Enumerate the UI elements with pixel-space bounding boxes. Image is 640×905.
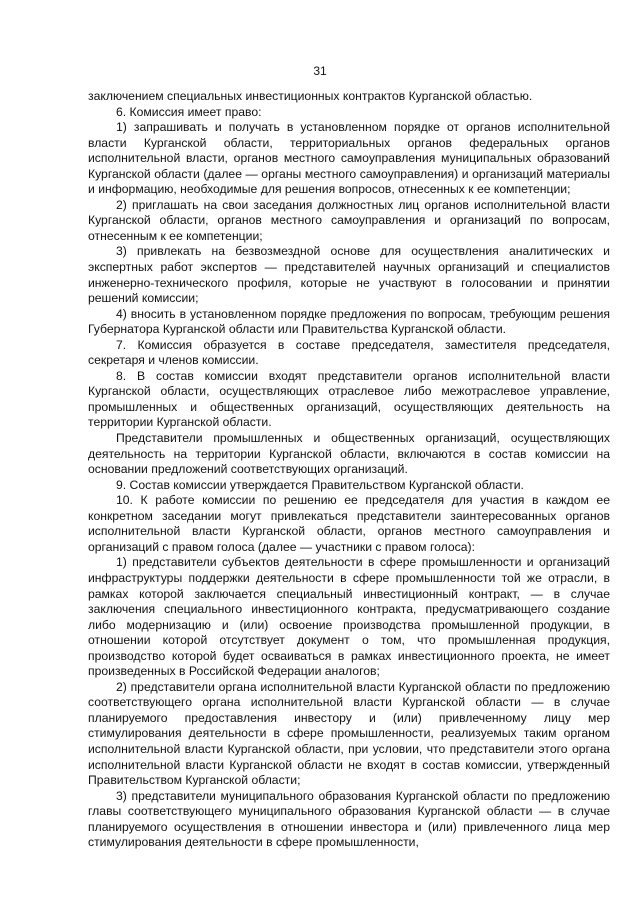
paragraph-item-10-3: 3) представители муниципального образования Курганской области по предложению главы соответствующего муниципального образования Курганской области — в случае планируемого осуществления в отношении инвестора и (или) привлеченного лица мер стимулирования деятельности в сфере промышленности,: [88, 788, 610, 850]
paragraph-item-10: 10. К работе комиссии по решению ее председателя для участия в каждом ее конкретном заседании могут привлекаться представители заинтересованных органов исполнительной власти Курганской области, органов местного самоуправления и организаций с правом голоса (далее — участники с правом голоса):: [88, 493, 610, 554]
paragraph-item-7: 7. Комиссия образуется в составе председателя, заместителя председателя, секретаря и членов комиссии.: [88, 337, 610, 368]
paragraph-item-10-2: 2) представители органа исполнительной власти Курганской области по предложению соответствующего органа исполнительной власти Курганской области — в случае планируемого предоставления инвестору и (или) привлеченному лицу мер стимулирования деятельности в сфере промышленности, реализуемых таким органом исполнительной власти Курганской области, при условии, что представители этого органа исполнительной власти Курганской области не входят в состав комиссии, утвержденный Правительством Курганской области;: [88, 679, 610, 788]
document-body: [88, 89, 610, 851]
paragraph-item-8: 8. В состав комиссии входят представители органов исполнительной власти Курганской области, осуществляющих отраслевое либо межотраслевое управление, промышленных и общественных организаций, осуществляющих деятельность на территории Курганской области.: [88, 368, 610, 430]
paragraph-item-6-1: 1) запрашивать и получать в установленном порядке от органов исполнительной власти Курганской области, территориальных органов федеральных органов исполнительной власти, органов местного самоуправления муниципальных образований Курганской области (далее — органы местного самоуправления) и организаций материалы и информацию, необходимые для решения вопросов, отнесенных к ее компетенции;: [88, 120, 610, 197]
paragraph-item-10-1: 1) представители субъектов деятельности в сфере промышленности и организаций инфраструктуры поддержки деятельности в сфере промышленности той же отрасли, в рамках которой заключается специальный инвестиционный контракт, — в случае заключения специального инвестиционного контракта, предусматривающего создание либо модернизацию и (или) освоение производства промышленной продукции, в отношении которой отсутствует документ о том, что промышленная продукция, производство которой будет осваиваться в рамках инвестиционного проекта, не имеет произведенных в Российской Федерации аналогов;: [88, 555, 610, 679]
paragraph-item-6: 6. Комиссия имеет право:: [116, 104, 262, 119]
paragraph-item-9: 9. Состав комиссии утверждается Правительством Курганской области.: [116, 477, 524, 492]
paragraph-item-6-3: 3) привлекать на безвозмездной основе для осуществления аналитических и экспертных работ экспертов — представителей научных организаций и специалистов инженерно-технического профиля, которые не участвуют в голосовании и принятии решений комиссии;: [88, 244, 610, 306]
paragraph-item-6-2: 2) приглашать на свои заседания должностных лиц органов исполнительной власти Курганской области, органов местного самоуправления и организаций по вопросам, отнесенным к ее компетенции;: [88, 197, 610, 243]
page-number: 31: [313, 64, 327, 78]
paragraph-item-6-4: 4) вносить в установленном порядке предложения по вопросам, требующим решения Губернатора Курганской области или Правительства Курганской области.: [88, 306, 610, 337]
paragraph-item-8-note: Представители промышленных и общественных организаций, осуществляющих деятельность на территории Курганской области, включаются в состав комиссии на основании предложений соответствующих организаций.: [88, 431, 610, 477]
paragraph-continuation: заключением специальных инвестиционных контрактов Курганской областью.: [88, 89, 533, 103]
